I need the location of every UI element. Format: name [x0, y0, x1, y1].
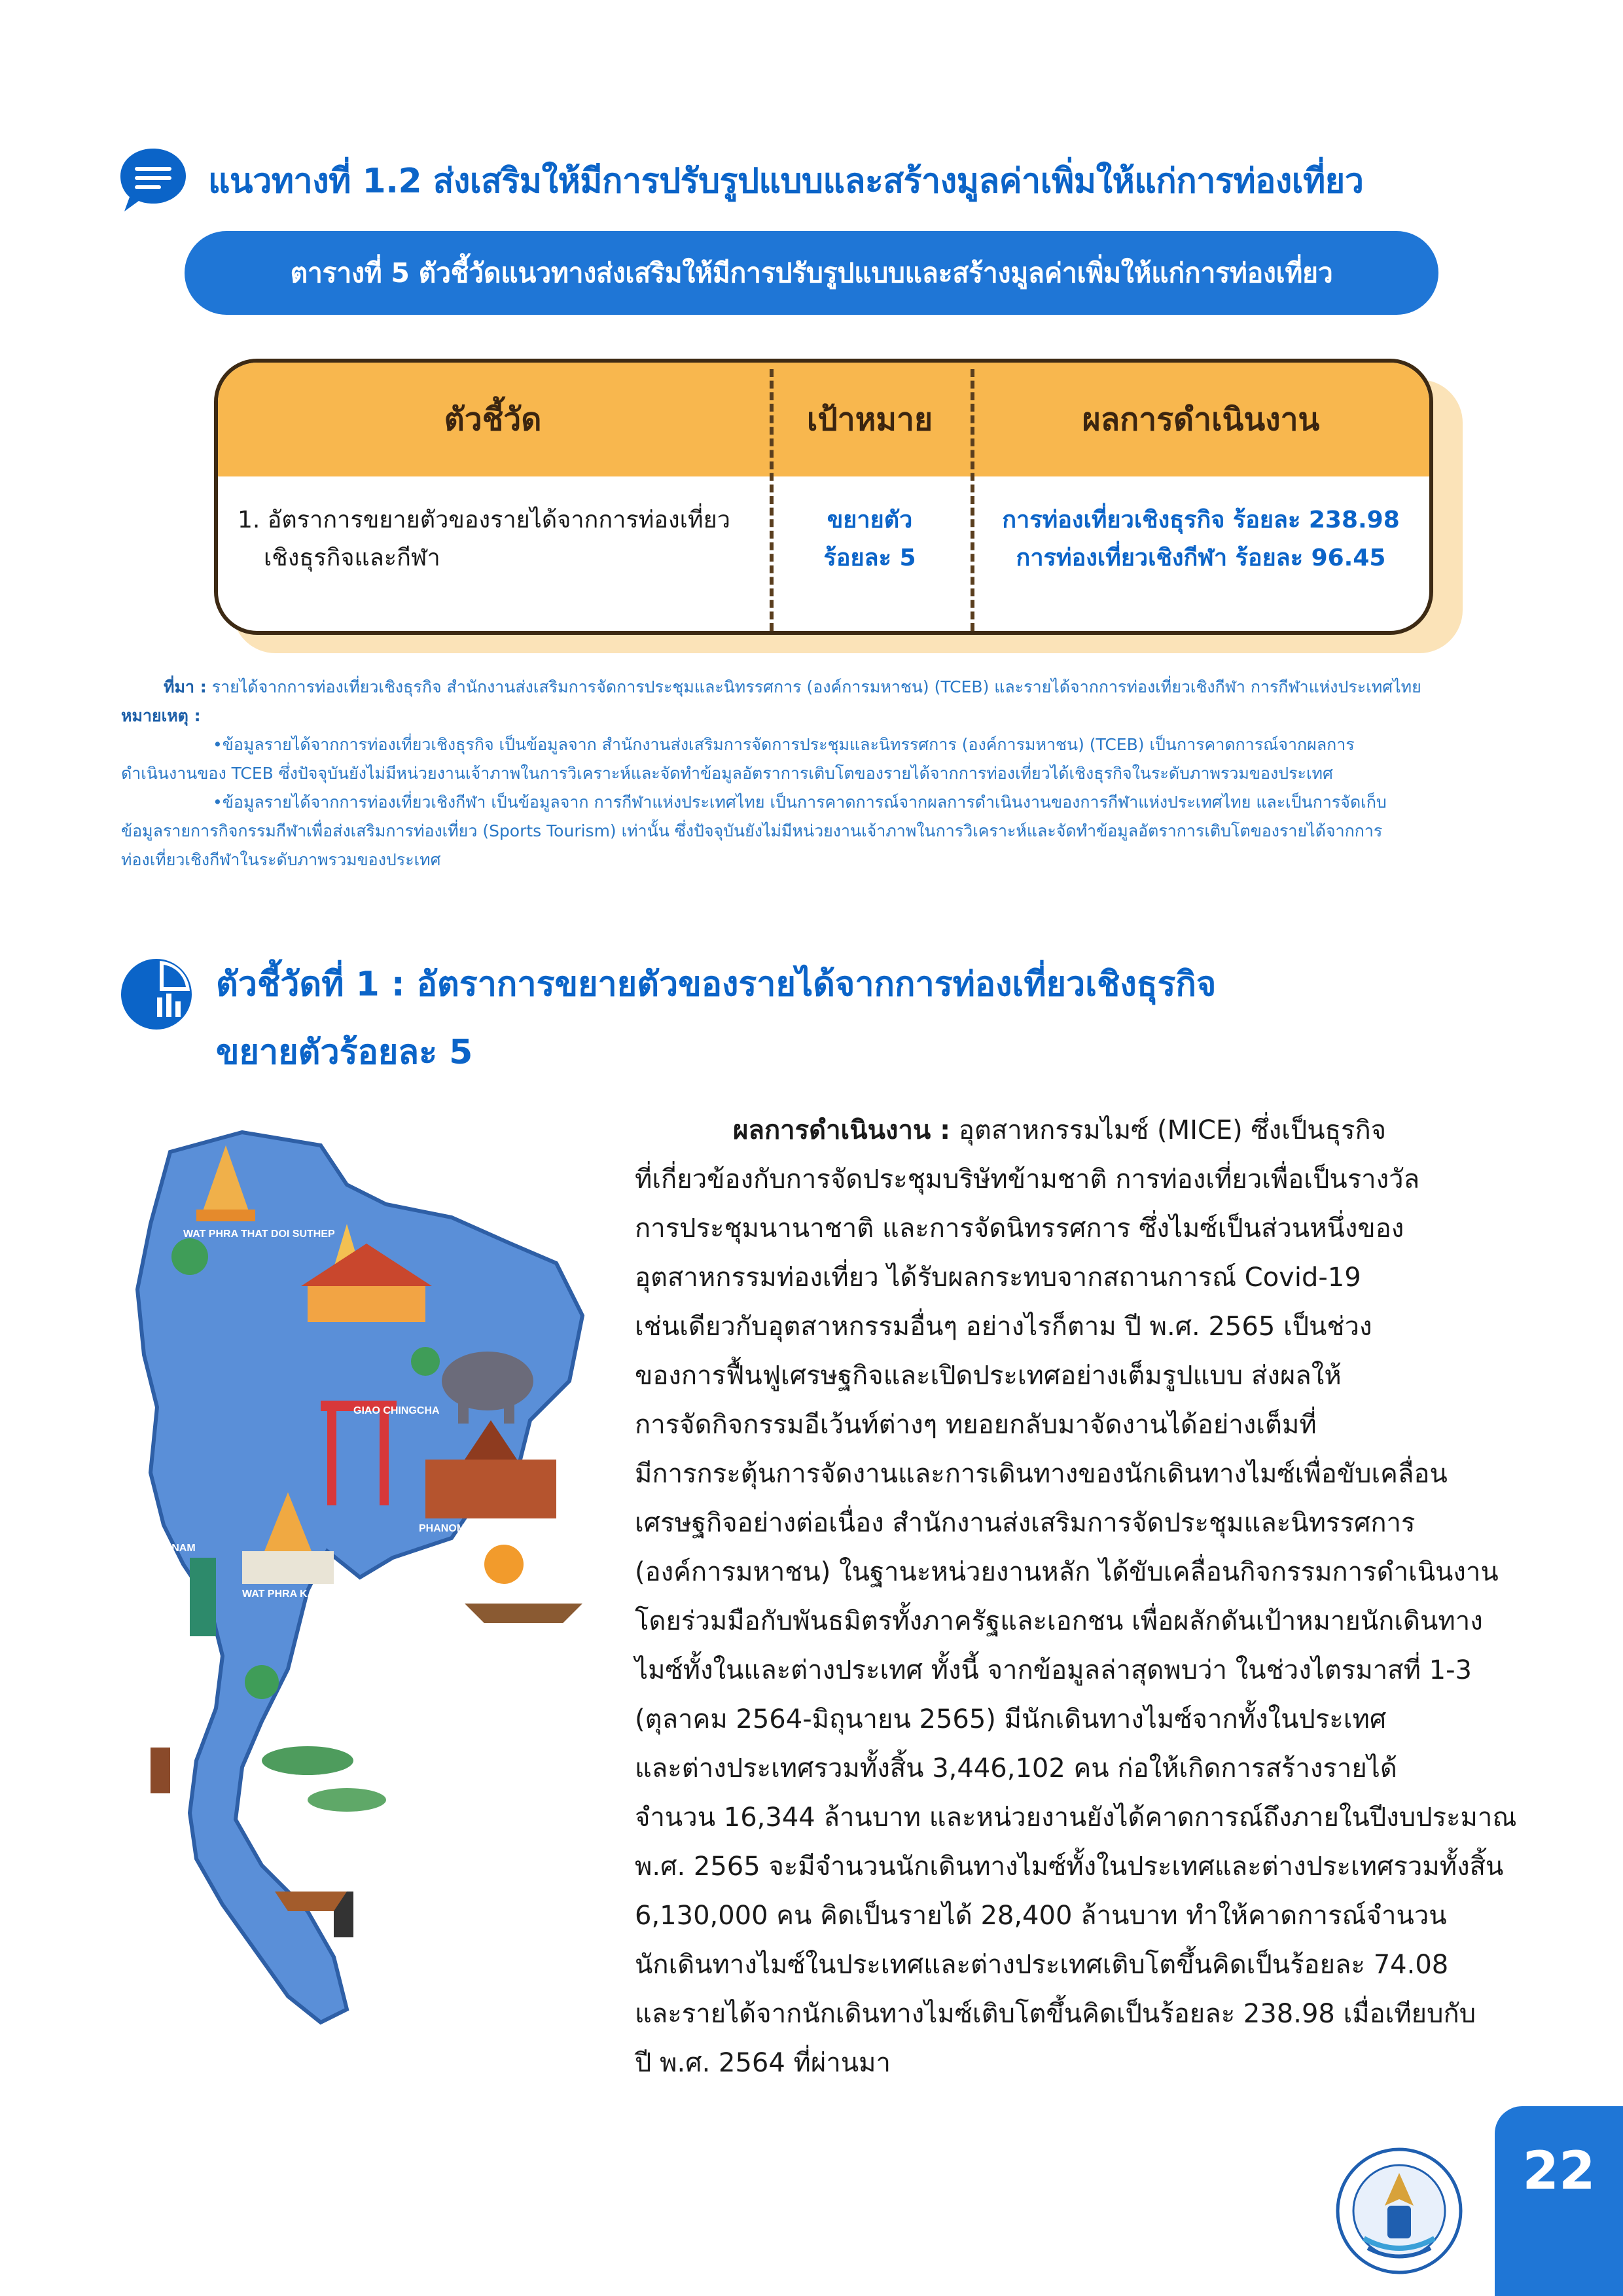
paragraph-line: อุตสาหกรรมท่องเที่ยว ได้รับผลกระทบจากสถานการณ์ Covid-19	[635, 1263, 1361, 1293]
indicator-table	[214, 359, 1433, 635]
map-label: GIAO CHINGCHA	[353, 1405, 440, 1416]
target-line-2: ร้อยละ 5	[823, 545, 916, 571]
header-indicator: ตัวชี้วัด	[444, 401, 542, 438]
paragraph-line: พ.ศ. 2565 จะมีจำนวนนักเดินทางไมซ์ทั้งในประเทศและต่างประเทศรวมทั้งสิ้น	[635, 1852, 1504, 1882]
source-label: ที่มา :	[164, 677, 207, 696]
paragraph-line: ของการฟื้นฟูเศรษฐกิจและเปิดประเทศอย่างเต็มรูปแบบ ส่งผลให้	[635, 1361, 1342, 1391]
paragraph-line: และรายได้จากนักเดินทางไมซ์เติบโตขึ้นคิดเป็นร้อยละ 238.98 เมื่อเทียบกับ	[635, 1999, 1476, 2029]
paragraph-line: ที่เกี่ยวข้องกับการจัดประชุมบริษัทข้ามชาติ การท่องเที่ยวเพื่อเป็นรางวัล	[635, 1164, 1420, 1194]
map-islands	[308, 1788, 386, 1812]
map-giant-swing	[327, 1407, 336, 1505]
indicator-title-line-2: ขยายตัวร้อยละ 5	[216, 1033, 473, 1072]
map-giant-swing	[380, 1407, 389, 1505]
indicator-line-2: เชิงธุรกิจและกีฬา	[264, 545, 440, 571]
pie-chart-icon	[118, 956, 195, 1033]
paragraph-line: จำนวน 16,344 ล้านบาท และหน่วยงานยังได้คาดการณ์ถึงภายในปีงบประมาณ	[635, 1803, 1517, 1833]
paragraph-line: นักเดินทางไมซ์ในประเทศและต่างประเทศเติบโตขึ้นคิดเป็นร้อยละ 74.08	[635, 1950, 1449, 1980]
map-label: SANAM	[157, 1543, 196, 1554]
map-label: PHANOM RUNG HISTORICAL PARK	[419, 1523, 597, 1534]
map-tree	[411, 1347, 440, 1376]
paragraph-line: การประชุมนานาชาติ และการจัดนิทรรศการ ซึ่งไมซ์เป็นส่วนหนึ่งของ	[635, 1213, 1404, 1244]
column-divider	[770, 369, 774, 631]
map-temple	[308, 1283, 425, 1322]
column-divider	[971, 369, 974, 631]
cell-target	[772, 501, 968, 577]
source-text: รายได้จากการท่องเที่ยวเชิงธุรกิจ สำนักงานส่งเสริมการจัดการประชุมและนิทรรศการ (องค์การมหาชน) (TCEB) และรายได้จากการท่องเที่ยวเชิงกีฬา การกีฬาแห่งประเทศไทย	[211, 677, 1421, 696]
paragraph-line: (องค์การมหาชน) ในฐานะหน่วยงานหลัก ได้ขับเคลื่อนกิจกรรมการดำเนินงาน	[635, 1557, 1499, 1587]
section-title: แนวทางที่ 1.2 ส่งเสริมให้มีการปรับรูปแบบและสร้างมูลค่าเพิ่มให้แก่การท่องเที่ยว	[208, 161, 1364, 201]
remark-2-line-3: ท่องเที่ยวเชิงกีฬาในระดับภาพรวมของประเทศ	[121, 850, 441, 869]
target-line-1: ขยายตัว	[827, 507, 913, 533]
remark-heading	[121, 702, 1476, 730]
paragraph-line: และต่างประเทศรวมทั้งสิ้น 3,446,102 คน ก่อให้เกิดการสร้างรายได้	[635, 1753, 1397, 1784]
ministry-of-tourism-and-sports-seal-icon	[1335, 2147, 1463, 2275]
paragraph-line: ผลการดำเนินงาน : อุตสาหกรรมไมซ์ (MICE) ซึ่งเป็นธุรกิจ	[733, 1115, 1387, 1145]
cell-indicator	[238, 501, 755, 577]
remark-2-line-1: •ข้อมูลรายได้จากการท่องเที่ยวเชิงกีฬา เป็นข้อมูลจาก การกีฬาแห่งประเทศไทย เป็นการคาดการณ์จากผลการดำเนินงานของการกีฬาแห่งประเทศไทย และเป็นการจัดเก็บ	[213, 793, 1387, 812]
page-number-tab	[1495, 2106, 1623, 2296]
speech-bubble-icon	[118, 145, 188, 215]
section-heading	[118, 144, 1531, 216]
paragraph-line: มีการกระตุ้นการจัดงานและการเดินทางของนักเดินทางไมซ์เพื่อขับเคลื่อน	[635, 1459, 1448, 1489]
thailand-tourism-map-illustration	[111, 1106, 609, 2088]
remark-label: หมายเหตุ :	[121, 706, 201, 725]
indicator-title-line-1: ตัวชี้วัดที่ 1 : อัตราการขยายตัวของรายได้จากการท่องเที่ยวเชิงธุรกิจ	[216, 965, 1217, 1004]
header-result: ผลการดำเนินงาน	[1082, 401, 1320, 438]
remark-2-line-2: ข้อมูลรายการกิจกรรมกีฬาเพื่อส่งเสริมการท่องเที่ยว (Sports Tourism) เท่านั้น ซึ่งปัจจุบันยังไม่มีหน่วยงานเจ้าภาพในการวิเคราะห์และจัดทำข้อมูลอัตราการเติบโตของรายได้จากการ	[121, 821, 1383, 840]
performance-paragraph	[635, 1106, 1517, 2088]
map-islands	[262, 1746, 353, 1775]
paragraph-line: 6,130,000 คน คิดเป็นรายได้ 28,400 ล้านบาท ทำให้คาดการณ์จำนวน	[635, 1901, 1447, 1931]
paragraph-line: โดยร่วมมือกับพันธมิตรทั้งภาครัฐและเอกชน เพื่อผลักดันเป้าหมายนักเดินทาง	[635, 1606, 1483, 1636]
result-line-1: การท่องเที่ยวเชิงธุรกิจ ร้อยละ 238.98	[1002, 507, 1400, 533]
table-caption-text: ตารางที่ 5 ตัวชี้วัดแนวทางส่งเสริมให้มีการปรับรูปแบบและสร้างมูลค่าเพิ่มให้แก่การท่องเที่ยว	[290, 257, 1333, 289]
paragraph-line: (ตุลาคม 2564-มิถุนายน 2565) มีนักเดินทางไมซ์จากทั้งในประเทศ	[635, 1704, 1387, 1734]
indicator-line-1: 1. อัตราการขยายตัวของรายได้จากการท่องเที่ยว	[238, 507, 730, 533]
paragraph-line: เช่นเดียวกับอุตสาหกรรมอื่นๆ อย่างไรก็ตาม ปี พ.ศ. 2565 เป็นช่วง	[635, 1312, 1372, 1342]
paragraph-line: การจัดกิจกรรมอีเว้นท์ต่างๆ ทยอยกลับมาจัดงานได้อย่างเต็มที่	[635, 1410, 1317, 1440]
map-orange-fruit	[484, 1545, 524, 1584]
page-number: 22	[1522, 2140, 1596, 2201]
map-elephant-leg	[458, 1394, 469, 1424]
map-tree	[171, 1238, 208, 1275]
cell-result	[972, 501, 1430, 577]
map-boat	[465, 1604, 582, 1623]
table-notes	[121, 673, 1476, 874]
map-demon-guardian	[190, 1558, 216, 1636]
map-label: WAT PHRA KAEW	[242, 1588, 332, 1600]
map-wat-phra-kaew-base	[242, 1551, 334, 1584]
remark-1-line-1: •ข้อมูลรายได้จากการท่องเที่ยวเชิงธุรกิจ เป็นข้อมูลจาก สำนักงานส่งเสริมการจัดการประชุมและนิทรรศการ (องค์การมหาชน) (TCEB) เป็นการคาดการณ์จากผลการ	[213, 735, 1355, 754]
result-line-2: การท่องเที่ยวเชิงกีฬา ร้อยละ 96.45	[1016, 545, 1386, 571]
paragraph-line: ไมซ์ทั้งในและต่างประเทศ ทั้งนี้ จากข้อมูลล่าสุดพบว่า ในช่วงไตรมาสที่ 1-3	[635, 1655, 1472, 1685]
map-phanom-rung	[425, 1460, 556, 1518]
map-elephant	[442, 1352, 533, 1410]
paragraph-line: เศรษฐกิจอย่างต่อเนื่อง สำนักงานส่งเสริมการจัดประชุมและนิทรรศการ	[635, 1508, 1416, 1538]
table-caption	[185, 231, 1438, 315]
map-tree	[245, 1665, 279, 1699]
map-statue	[151, 1748, 170, 1793]
source-note	[121, 673, 1476, 702]
indicator-title	[216, 950, 1216, 1086]
performance-label: ผลการดำเนินงาน :	[733, 1115, 951, 1145]
paragraph-line: ปี พ.ศ. 2564 ที่ผ่านมา	[635, 2048, 891, 2078]
map-temple-base	[196, 1210, 255, 1221]
map-label: WAT PHRA THAT DOI SUTHEP	[183, 1229, 335, 1240]
map-elephant-leg	[504, 1394, 514, 1424]
header-target: เป้าหมาย	[806, 401, 933, 438]
remark-1-line-2: ดำเนินงานของ TCEB ซึ่งปัจจุบันยังไม่มีหน่วยงานเจ้าภาพในการวิเคราะห์และจัดทำข้อมูลอัตราการเติบโตของรายได้จากการท่องเที่ยวได้เชิงธุรกิจในระดับภาพรวมของประเทศ	[121, 764, 1333, 783]
